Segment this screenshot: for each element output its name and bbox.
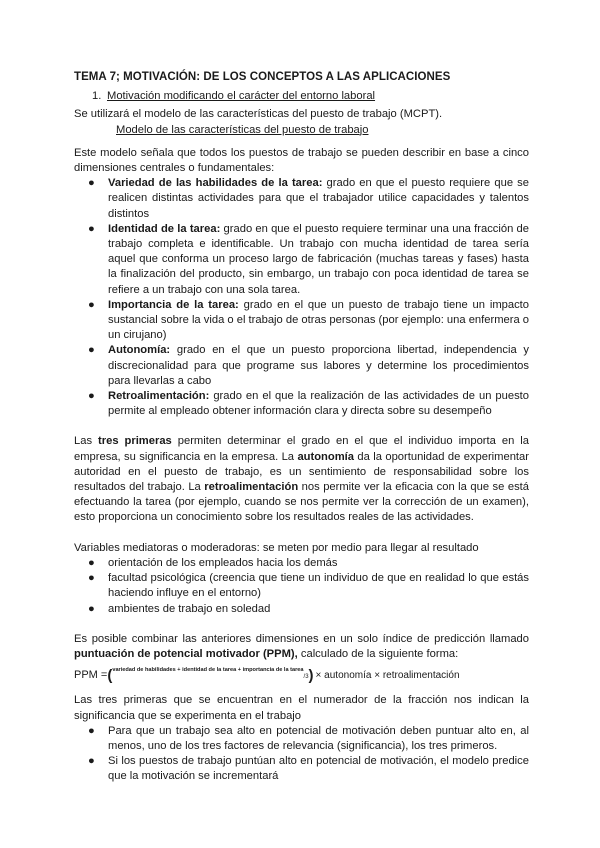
variables-list (74, 556, 529, 617)
bullet-icon: ● (88, 344, 95, 357)
page-title: TEMA 7; MOTIVACIÓN: DE LOS CONCEPTOS A LAS APLICACIONES (74, 71, 451, 83)
list-item: ● Importancia de la tarea: grado en el que un puesto de trabajo tiene un impacto sustancial sobre la vida o el trabajo de otras personas (por ejemplo: una enfermera o un cirujano) (88, 298, 530, 342)
bullet-icon: ● (88, 298, 95, 311)
bullet-icon: ● (88, 602, 95, 615)
list-item: ● Identidad de la tarea: grado en que el puesto requiere terminar una una fracción de trabajo completa e identificable. Un trabajo con mucha identidad de tarea sería aquel que conforma un proceso largo de fabricación (muchas tareas y fases) hasta la finalización del producto, sin embargo, un trabajo con poca identidad de tarea se refiere a un trabajo con una sola tarea. (88, 222, 529, 296)
section-number: 1. (92, 90, 102, 103)
formula-open-paren: ( (107, 667, 113, 685)
paragraph-numerator: Las tres primeras que se encuentran en el numerador de la fracción nos indican la significancia que se experimenta en el trabajo (74, 694, 529, 722)
list-item: ● Autonomía: grado en el que un puesto proporciona libertad, independencia y discrecionalidad para que programe sus labores y determine los procedimientos para llevarlas a cabo (88, 344, 529, 387)
bullet-icon: ● (88, 572, 95, 585)
intro-line: Se utilizará el modelo de las características del puesto de trabajo (MCPT). (74, 108, 443, 121)
document-content (74, 70, 529, 785)
list-item: ● Retroalimentación: grado en el que la realización de las actividades de un puesto permite al empleado obtener información clara y directa sobre su desempeño (88, 390, 529, 418)
bullet-icon: ● (88, 755, 95, 768)
list-item: ● Si los puestos de trabajo puntúan alto en potencial de motivación, el modelo predice que la motivación se incrementará (88, 755, 529, 783)
list-item: ● orientación de los empleados hacia los demás (74, 556, 529, 571)
formula-denominator: /3 (303, 674, 309, 681)
paragraph-ppm: Es posible combinar las anteriores dimensiones en un solo índice de predicción llamado puntuación de potencial motivador (PPM), calculado de la siguiente forma: (74, 632, 529, 660)
subheading: Modelo de las características del puesto de trabajo (116, 123, 369, 136)
dimensions-list (74, 176, 529, 419)
list-item: ● Para que un trabajo sea alto en potencial de motivación deben puntuar alto en, al menos, uno de los tres factores de relevancia (significancia), los tres primeros. (88, 724, 529, 752)
bullet-icon: ● (88, 177, 95, 190)
list-item: ● facultad psicológica (creencia que tiene un individuo de que en realidad lo que estás haciendo influye en el entorno) (88, 572, 529, 600)
formula-lhs: PPM = (74, 669, 108, 682)
bullet-icon: ● (88, 724, 95, 737)
bullet-icon: ● (88, 390, 95, 403)
bullet-icon: ● (88, 556, 95, 569)
section-heading (92, 89, 529, 104)
list-item: ● Variedad de las habilidades de la tarea: grado en que el puesto requiere que se realicen distintas actividades para que el trabajador utilice capacidades y talentos distintos (88, 177, 529, 220)
formula-close-paren: ) (308, 667, 314, 685)
section-title: Motivación modificando el carácter del entorno laboral (107, 90, 376, 103)
model-intro: Este modelo señala que todos los puestos de trabajo se pueden describir en base a cinco dimensiones centrales o fundamentales: (74, 146, 529, 175)
formula-numerator: variedad de habilidades + identidad de la tarea + importancia de la tarea (112, 667, 304, 674)
conclusions-list (74, 724, 529, 785)
list-item: ● ambientes de trabajo en soledad (74, 602, 529, 617)
formula-rest: × autonomía × retroalimentación (315, 670, 460, 682)
paragraph-significance: Las tres primeras permiten determinar el grado en el que el individuo importa en la empresa, su significancia en la empresa. La autonomía da la oportunidad de experimentar autoridad en el puesto de trabajo, es un sentimiento de responsabilidad sobre los resultados del trabajo. La retroalimentación nos permite ver la eficacia con la que se está efectuando la tarea (por ejemplo, cuando se nos permite ver la corrección de un examen), esto proporciona un conocimiento sobre los resultados reales de las actividades. (74, 435, 529, 524)
bullet-icon: ● (88, 222, 95, 235)
variables-intro: Variables mediatoras o moderadoras: se meten por medio para llegar al resultado (74, 541, 479, 554)
ppm-formula (74, 668, 529, 683)
